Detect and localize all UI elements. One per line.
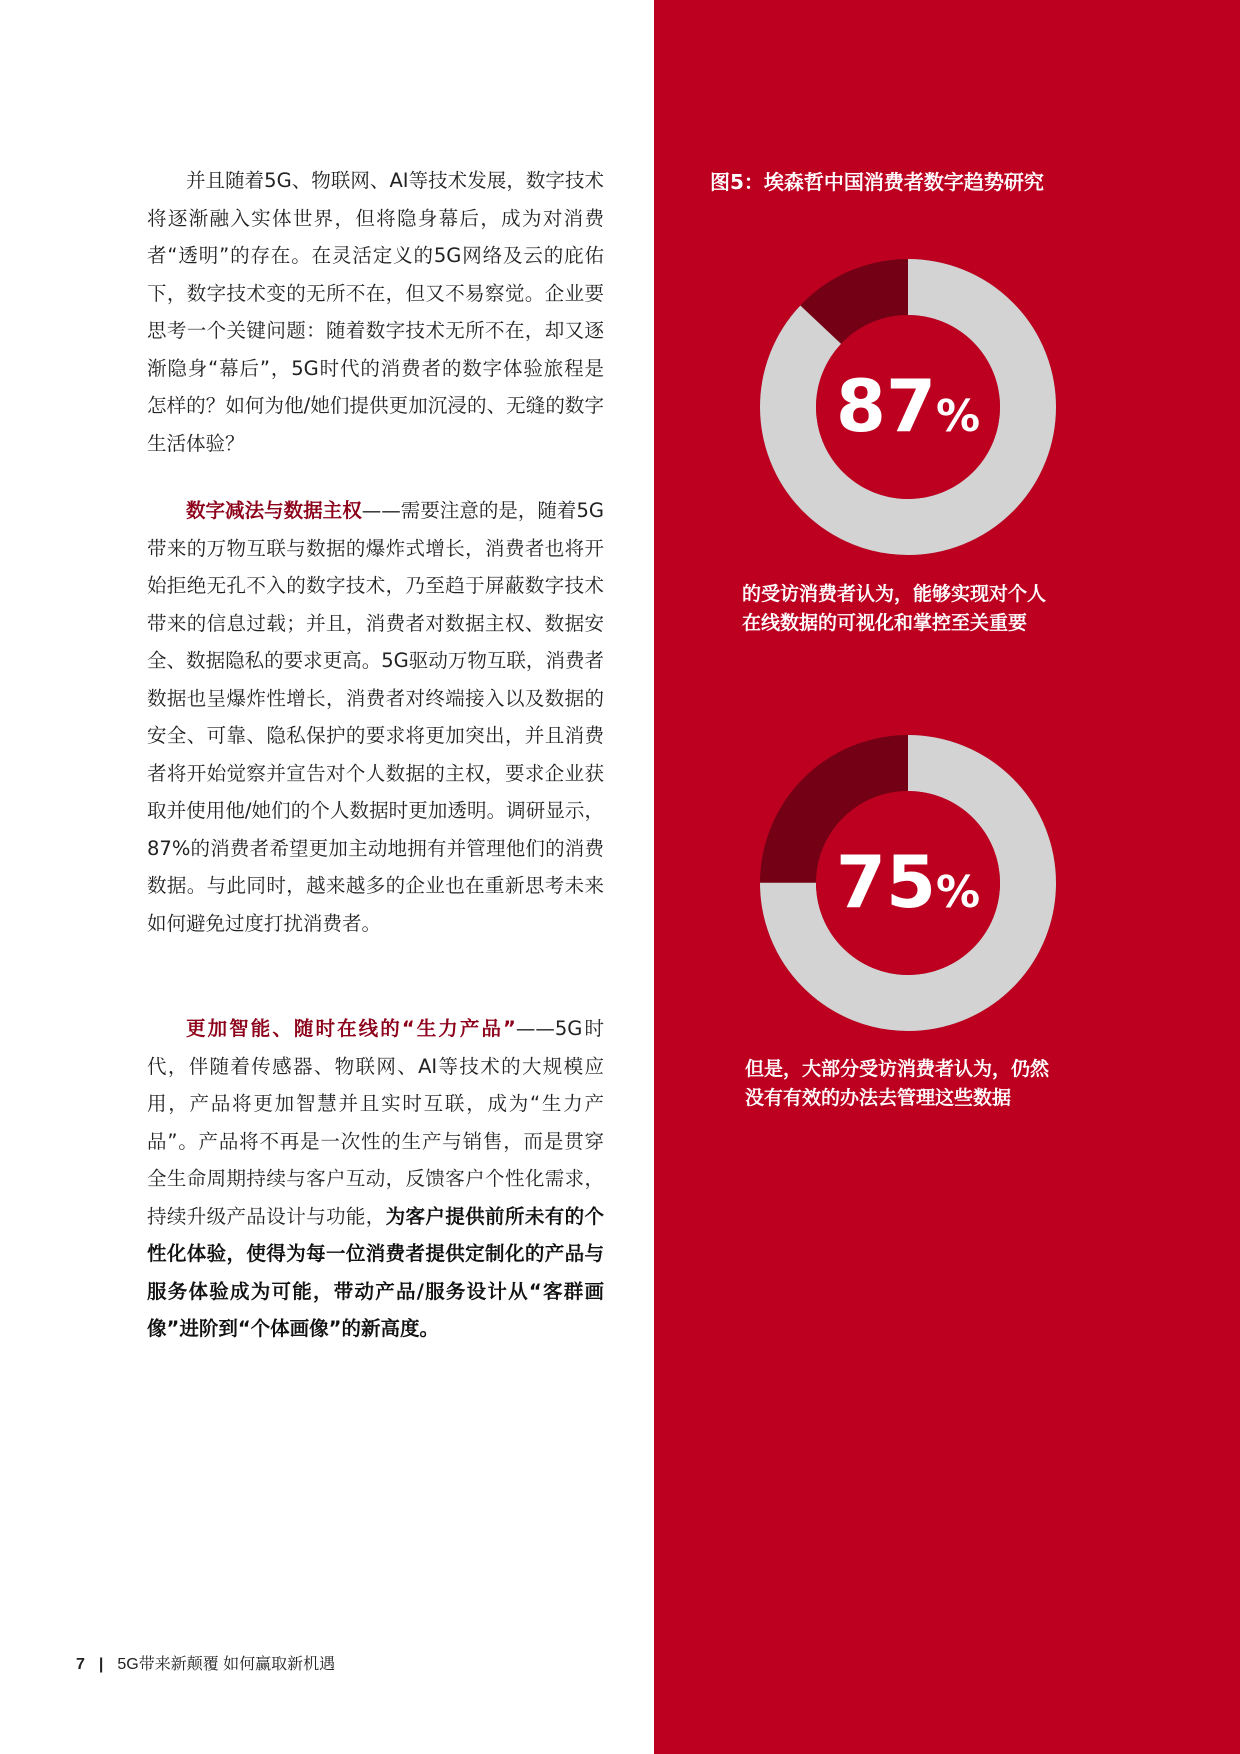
donut-caption-line-1: 但是，大部分受访消费者认为，仍然 [745,1058,1050,1080]
section-heading-smart-products: 更加智能、随时在线的“生力产品” [186,1017,516,1040]
paragraph-smart-products-text: ——5G时代，伴随着传感器、物联网、AI等技术的大规模应用，产品将更加智慧并且实时互联，成为“生力产品”。产品将不再是一次性的生产与销售，而是贯穿全生命周期持续与客户互动，反馈客户个性化需求，持续升级产品设计与功能， [147,1017,604,1228]
donut-caption-line-2: 在线数据的可视化和掌控至关重要 [742,612,1028,634]
paragraph-smart-products-bold: 为客户提供前所未有的个性化体验，使得为每一位消费者提供定制化的产品与服务体验成为可能，带动产品/服务设计从“客群画像”进阶到“个体画像”的新高度。 [147,1204,604,1340]
donut-chart-75 [760,735,1056,1031]
donut-caption-75 [745,1055,1105,1113]
section-heading-digital-subtraction: 数字减法与数据主权 [186,499,362,522]
donut-value-number: 87 [835,364,937,448]
donut-caption-line-1: 的受访消费者认为，能够实现对个人 [742,583,1047,605]
figure-title: 图5：埃森哲中国消费者数字趋势研究 [710,170,1044,194]
donut-caption-87 [742,580,1102,638]
paragraph-digital-subtraction-text: ——需要注意的是，随着5G带来的万物互联与数据的爆炸式增长，消费者也将开始拒绝无孔不入的数字技术，乃至趋于屏蔽数字技术带来的信息过载；并且，消费者对数据主权、数据安全、数据隐私的要求更高。5G驱动万物互联，消费者数据也呈爆炸性增长，消费者对终端接入以及数据的安全、可靠、隐私保护的要求将更加突出，并且消费者将开始觉察并宣告对个人数据的主权，要求企业获取并使用他/她们的个人数据时更加透明。调研显示，87%的消费者希望更加主动地拥有并管理他们的消费数据。与此同时，越来越多的企业也在重新思考未来如何避免过度打扰消费者。 [147,499,604,935]
paragraph-intro [147,162,604,462]
paragraph-intro-text: 并且随着5G、物联网、AI等技术发展，数字技术将逐渐融入实体世界，但将隐身幕后，成为对消费者“透明”的存在。在灵活定义的5G网络及云的庇佑下，数字技术变的无所不在，但又不易察觉。企业要思考一个关键问题：随着数字技术无所不在，却又逐渐隐身“幕后”，5G时代的消费者的数字体验旅程是怎样的？如何为他/她们提供更加沉浸的、无缝的数字生活体验？ [147,169,604,455]
donut-chart-87 [760,259,1056,555]
paragraph-smart-products [147,1010,604,1348]
donut-value-unit: % [936,867,981,918]
page-number: 7 [76,1656,85,1673]
page-footer [76,1654,335,1676]
donut-value-unit: % [936,391,981,442]
donut-caption-line-2: 没有有效的办法去管理这些数据 [745,1087,1012,1109]
footer-title: 5G带来新颠覆 如何赢取新机遇 [117,1656,336,1673]
footer-separator: | [98,1656,104,1673]
donut-value-number: 75 [835,840,937,924]
paragraph-digital-subtraction [147,492,604,942]
